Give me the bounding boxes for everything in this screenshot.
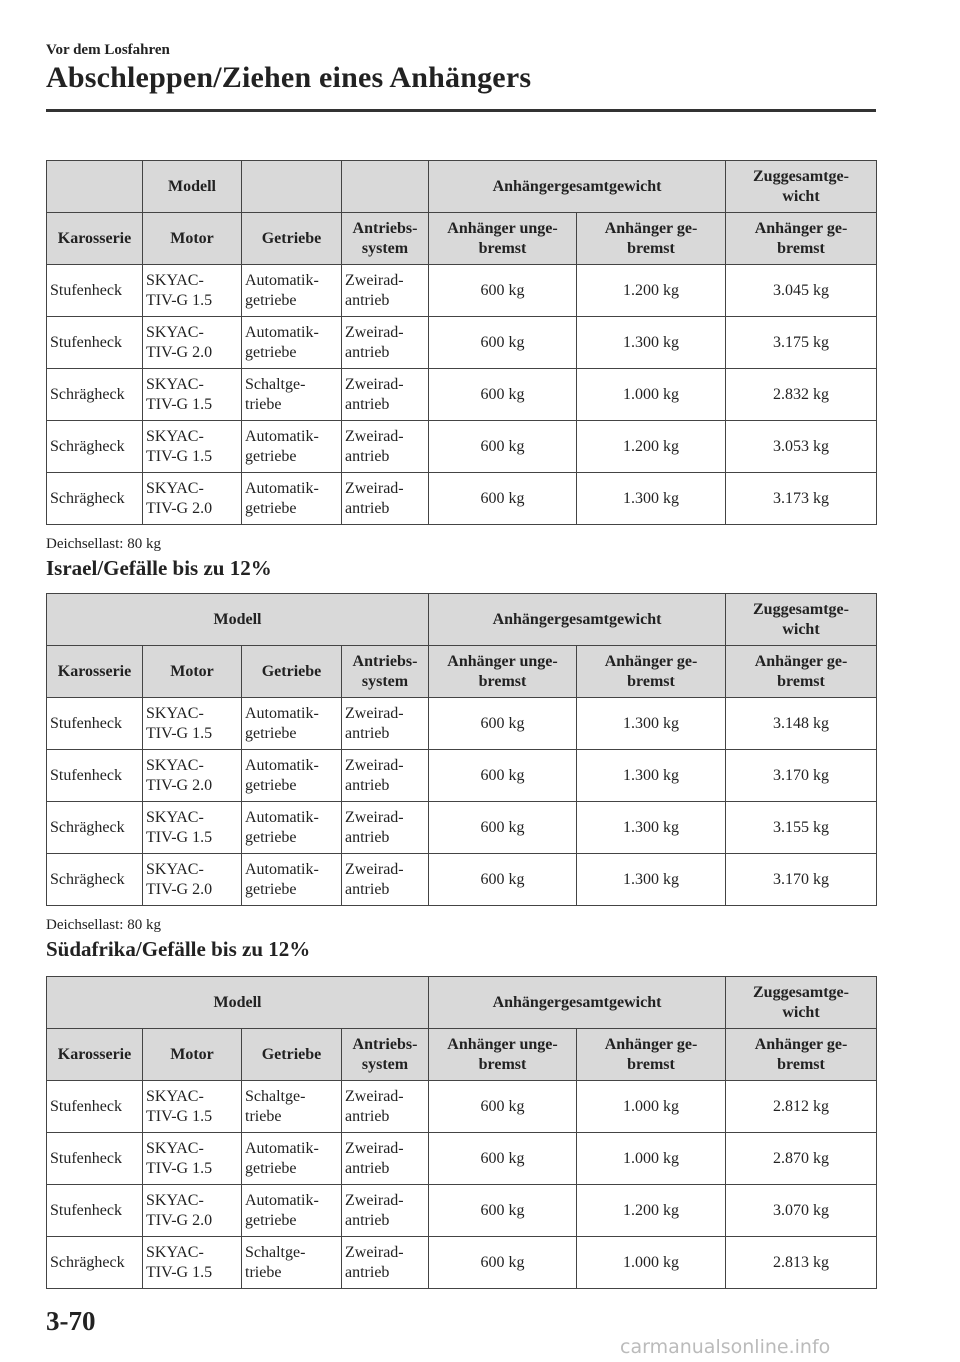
cell-getriebe: Schaltge- triebe	[242, 1237, 342, 1289]
header-ungebremst: Anhänger unge- bremst	[429, 1029, 577, 1081]
cell-ungebremst: 600 kg	[429, 1185, 577, 1237]
header-anhaengergesamtgewicht: Anhängergesamtgewicht	[429, 161, 726, 213]
header-blank-cell	[342, 161, 429, 213]
header-zug-gebremst: Anhänger ge- bremst	[726, 213, 877, 265]
cell-ungebremst: 600 kg	[429, 421, 577, 473]
cell-antrieb: Zweirad- antrieb	[342, 421, 429, 473]
header-karosserie: Karosserie	[47, 1029, 143, 1081]
cell-karosserie: Stufenheck	[47, 698, 143, 750]
header-gebremst: Anhänger ge- bremst	[577, 646, 726, 698]
cell-ungebremst: 600 kg	[429, 750, 577, 802]
heading-israel: Israel/Gefälle bis zu 12%	[46, 556, 272, 580]
cell-getriebe: Automatik- getriebe	[242, 1133, 342, 1185]
title-rule	[46, 109, 876, 112]
table-row	[47, 1185, 877, 1237]
table-row	[47, 421, 877, 473]
cell-karosserie: Schrägheck	[47, 1237, 143, 1289]
cell-antrieb: Zweirad- antrieb	[342, 802, 429, 854]
cell-motor: SKYAC- TIV-G 1.5	[143, 698, 242, 750]
cell-zuggesamtgewicht: 3.175 kg	[726, 317, 877, 369]
cell-karosserie: Schrägheck	[47, 854, 143, 906]
cell-getriebe: Automatik- getriebe	[242, 265, 342, 317]
cell-zuggesamtgewicht: 3.045 kg	[726, 265, 877, 317]
cell-ungebremst: 600 kg	[429, 369, 577, 421]
header-gebremst: Anhänger ge- bremst	[577, 213, 726, 265]
cell-getriebe: Automatik- getriebe	[242, 1185, 342, 1237]
header-gebremst: Anhänger ge- bremst	[577, 1029, 726, 1081]
cell-gebremst: 1.300 kg	[577, 317, 726, 369]
cell-getriebe: Schaltge- triebe	[242, 369, 342, 421]
cell-zuggesamtgewicht: 2.812 kg	[726, 1081, 877, 1133]
table-row	[47, 369, 877, 421]
cell-antrieb: Zweirad- antrieb	[342, 1081, 429, 1133]
cell-zuggesamtgewicht: 3.148 kg	[726, 698, 877, 750]
cell-ungebremst: 600 kg	[429, 1081, 577, 1133]
cell-karosserie: Stufenheck	[47, 317, 143, 369]
cell-karosserie: Schrägheck	[47, 421, 143, 473]
cell-zuggesamtgewicht: 2.832 kg	[726, 369, 877, 421]
cell-motor: SKYAC- TIV-G 1.5	[143, 802, 242, 854]
cell-antrieb: Zweirad- antrieb	[342, 265, 429, 317]
cell-antrieb: Zweirad- antrieb	[342, 1133, 429, 1185]
cell-zuggesamtgewicht: 3.070 kg	[726, 1185, 877, 1237]
table-row	[47, 698, 877, 750]
cell-antrieb: Zweirad- antrieb	[342, 369, 429, 421]
table-row	[47, 750, 877, 802]
header-zuggesamtgewicht: Zuggesamtge- wicht	[726, 594, 877, 646]
cell-antrieb: Zweirad- antrieb	[342, 473, 429, 525]
cell-zuggesamtgewicht: 3.155 kg	[726, 802, 877, 854]
table-header-row	[47, 594, 877, 646]
table-subheader-row	[47, 646, 877, 698]
cell-gebremst: 1.000 kg	[577, 1081, 726, 1133]
cell-ungebremst: 600 kg	[429, 265, 577, 317]
cell-antrieb: Zweirad- antrieb	[342, 698, 429, 750]
header-getriebe: Getriebe	[242, 646, 342, 698]
header-karosserie: Karosserie	[47, 213, 143, 265]
cell-getriebe: Schaltge- triebe	[242, 1081, 342, 1133]
cell-getriebe: Automatik- getriebe	[242, 421, 342, 473]
table-row	[47, 265, 877, 317]
cell-motor: SKYAC- TIV-G 2.0	[143, 317, 242, 369]
header-antriebssystem: Antriebs- system	[342, 646, 429, 698]
heading-suedafrika: Südafrika/Gefälle bis zu 12%	[46, 937, 311, 961]
cell-motor: SKYAC- TIV-G 1.5	[143, 1133, 242, 1185]
cell-ungebremst: 600 kg	[429, 854, 577, 906]
cell-zuggesamtgewicht: 2.870 kg	[726, 1133, 877, 1185]
cell-ungebremst: 600 kg	[429, 473, 577, 525]
tow-table-1	[46, 160, 877, 525]
cell-karosserie: Schrägheck	[47, 369, 143, 421]
header-motor: Motor	[143, 213, 242, 265]
cell-karosserie: Stufenheck	[47, 1133, 143, 1185]
cell-getriebe: Automatik- getriebe	[242, 750, 342, 802]
table-row	[47, 317, 877, 369]
cell-karosserie: Stufenheck	[47, 750, 143, 802]
cell-antrieb: Zweirad- antrieb	[342, 854, 429, 906]
cell-gebremst: 1.200 kg	[577, 1185, 726, 1237]
header-antriebssystem: Antriebs- system	[342, 213, 429, 265]
cell-getriebe: Automatik- getriebe	[242, 802, 342, 854]
cell-antrieb: Zweirad- antrieb	[342, 1185, 429, 1237]
header-blank-cell	[47, 161, 143, 213]
header-modell: Modell	[47, 594, 429, 646]
cell-zuggesamtgewicht: 2.813 kg	[726, 1237, 877, 1289]
cell-ungebremst: 600 kg	[429, 698, 577, 750]
header-anhaengergesamtgewicht: Anhängergesamtgewicht	[429, 594, 726, 646]
cell-gebremst: 1.200 kg	[577, 265, 726, 317]
table-header-row	[47, 977, 877, 1029]
cell-getriebe: Automatik- getriebe	[242, 473, 342, 525]
watermark: carmanualsonline.info	[620, 1336, 831, 1358]
deichsellast-note-2: Deichsellast: 80 kg	[46, 917, 161, 933]
cell-gebremst: 1.000 kg	[577, 1133, 726, 1185]
table-subheader-row	[47, 1029, 877, 1081]
cell-karosserie: Schrägheck	[47, 473, 143, 525]
header-zug-gebremst: Anhänger ge- bremst	[726, 1029, 877, 1081]
cell-gebremst: 1.300 kg	[577, 473, 726, 525]
header-antriebssystem: Antriebs- system	[342, 1029, 429, 1081]
cell-gebremst: 1.300 kg	[577, 802, 726, 854]
cell-motor: SKYAC- TIV-G 1.5	[143, 421, 242, 473]
cell-antrieb: Zweirad- antrieb	[342, 317, 429, 369]
cell-zuggesamtgewicht: 3.173 kg	[726, 473, 877, 525]
cell-motor: SKYAC- TIV-G 2.0	[143, 473, 242, 525]
cell-motor: SKYAC- TIV-G 2.0	[143, 854, 242, 906]
cell-gebremst: 1.300 kg	[577, 698, 726, 750]
cell-getriebe: Automatik- getriebe	[242, 854, 342, 906]
header-zuggesamtgewicht: Zuggesamtge- wicht	[726, 977, 877, 1029]
cell-zuggesamtgewicht: 3.170 kg	[726, 750, 877, 802]
header-modell: Modell	[143, 161, 242, 213]
cell-getriebe: Automatik- getriebe	[242, 317, 342, 369]
cell-ungebremst: 600 kg	[429, 802, 577, 854]
cell-motor: SKYAC- TIV-G 1.5	[143, 1081, 242, 1133]
cell-gebremst: 1.200 kg	[577, 421, 726, 473]
header-getriebe: Getriebe	[242, 1029, 342, 1081]
header-getriebe: Getriebe	[242, 213, 342, 265]
header-modell: Modell	[47, 977, 429, 1029]
cell-ungebremst: 600 kg	[429, 1237, 577, 1289]
deichsellast-note-1: Deichsellast: 80 kg	[46, 536, 161, 552]
header-zug-gebremst: Anhänger ge- bremst	[726, 646, 877, 698]
page-title: Abschleppen/Ziehen eines Anhängers	[46, 61, 532, 94]
header-zuggesamtgewicht: Zuggesamtge- wicht	[726, 161, 877, 213]
table-row	[47, 854, 877, 906]
table-row	[47, 1237, 877, 1289]
cell-karosserie: Stufenheck	[47, 1081, 143, 1133]
cell-motor: SKYAC- TIV-G 1.5	[143, 369, 242, 421]
header-ungebremst: Anhänger unge- bremst	[429, 213, 577, 265]
cell-gebremst: 1.000 kg	[577, 369, 726, 421]
cell-motor: SKYAC- TIV-G 2.0	[143, 1185, 242, 1237]
header-ungebremst: Anhänger unge- bremst	[429, 646, 577, 698]
cell-karosserie: Schrägheck	[47, 802, 143, 854]
cell-antrieb: Zweirad- antrieb	[342, 750, 429, 802]
cell-motor: SKYAC- TIV-G 1.5	[143, 265, 242, 317]
cell-zuggesamtgewicht: 3.170 kg	[726, 854, 877, 906]
page-number: 3-70	[46, 1306, 96, 1336]
page-header	[46, 42, 876, 95]
cell-getriebe: Automatik- getriebe	[242, 698, 342, 750]
cell-zuggesamtgewicht: 3.053 kg	[726, 421, 877, 473]
table-subheader-row	[47, 213, 877, 265]
cell-gebremst: 1.300 kg	[577, 750, 726, 802]
table-row	[47, 802, 877, 854]
table-header-row	[47, 161, 877, 213]
table-row	[47, 473, 877, 525]
cell-karosserie: Stufenheck	[47, 1185, 143, 1237]
tow-table-suedafrika	[46, 976, 877, 1289]
table-row	[47, 1081, 877, 1133]
cell-antrieb: Zweirad- antrieb	[342, 1237, 429, 1289]
tow-table-israel	[46, 593, 877, 906]
header-blank-cell	[242, 161, 342, 213]
cell-ungebremst: 600 kg	[429, 317, 577, 369]
cell-gebremst: 1.300 kg	[577, 854, 726, 906]
cell-karosserie: Stufenheck	[47, 265, 143, 317]
cell-motor: SKYAC- TIV-G 1.5	[143, 1237, 242, 1289]
cell-gebremst: 1.000 kg	[577, 1237, 726, 1289]
table-row	[47, 1133, 877, 1185]
section-label: Vor dem Losfahren	[46, 42, 170, 58]
header-karosserie: Karosserie	[47, 646, 143, 698]
header-anhaengergesamtgewicht: Anhängergesamtgewicht	[429, 977, 726, 1029]
cell-motor: SKYAC- TIV-G 2.0	[143, 750, 242, 802]
header-motor: Motor	[143, 1029, 242, 1081]
cell-ungebremst: 600 kg	[429, 1133, 577, 1185]
header-motor: Motor	[143, 646, 242, 698]
